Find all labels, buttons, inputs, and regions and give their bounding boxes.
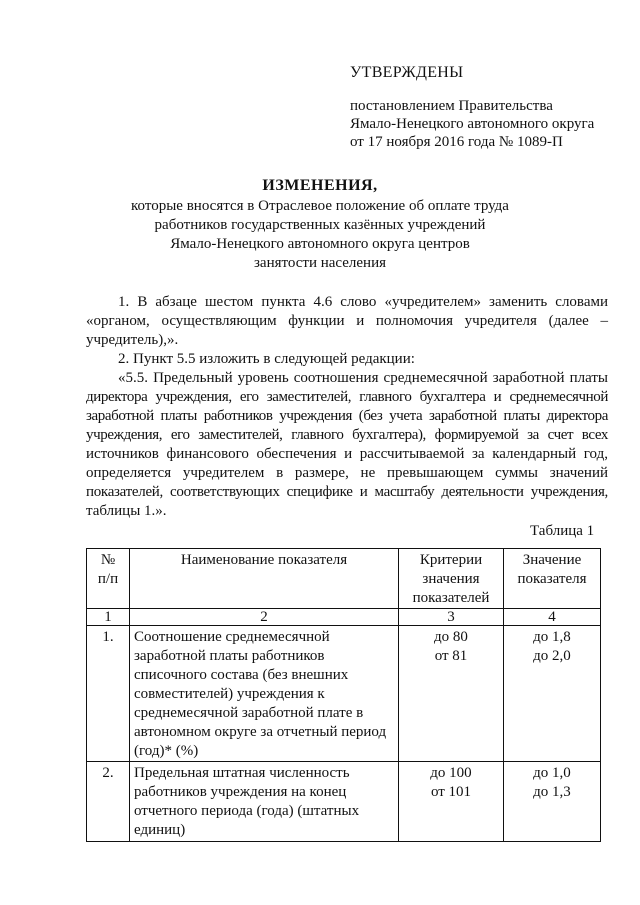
table-row — [87, 762, 601, 842]
item2-text: 2. Пункт 5.5 изложить в следующей редакции: — [118, 351, 415, 367]
quote-line: таблицы 1.». — [86, 503, 167, 519]
row-name: Предельная штатная численность работников учреждения на конец отчетного периода (года) (штатных единиц) — [130, 762, 399, 842]
column-number: 1 — [87, 609, 130, 626]
header-value: Значение показателя — [504, 549, 601, 609]
quote-line: директора учреждения, его заместителей, главного бухгалтера и среднемесячной — [86, 389, 608, 405]
header-number: № п/п — [87, 549, 130, 609]
approval-line: Ямало-Ненецкого автономного округа — [350, 116, 595, 132]
approval-line: постановлением Правительства — [350, 98, 553, 114]
row-values: до 1,0 до 1,3 — [504, 762, 601, 842]
header-name: Наименование показателя — [130, 549, 399, 609]
column-number: 2 — [130, 609, 399, 626]
subtitle-line: которые вносятся в Отраслевое положение об оплате труда — [131, 198, 509, 214]
quote-line: заработной платы работников учреждения (без учета заработной платы директора — [86, 408, 608, 424]
document-title: ИЗМЕНЕНИЯ, — [262, 177, 378, 194]
column-number: 3 — [399, 609, 504, 626]
table-row — [87, 626, 601, 762]
quote-line: источников финансового обеспечения и рассчитываемой за календарный год, — [86, 446, 608, 462]
table-header-row — [87, 549, 601, 609]
item1-line: учредитель),». — [86, 332, 179, 348]
table-caption: Таблица 1 — [530, 523, 595, 539]
subtitle-line: работников государственных казённых учреждений — [154, 217, 486, 233]
row-criteria: до 100 от 101 — [399, 762, 504, 842]
row-name: Соотношение среднемесячной заработной платы работников списочного состава (без внешних совместителей) учреждения к среднемесячной заработной плате в автономном округе за отчетный период (год)* (%) — [130, 626, 399, 762]
item1-line: «органом, осуществляющим функции и полномочия учредителя (далее – — [86, 313, 608, 329]
column-number: 4 — [504, 609, 601, 626]
header-criteria: Критерии значения показателей — [399, 549, 504, 609]
item1-line: 1. В абзаце шестом пункта 4.6 слово «учредителем» заменить словами — [118, 294, 608, 310]
column-number-row — [87, 609, 601, 626]
subtitle-line: занятости населения — [253, 255, 386, 271]
quote-line: показателей, соответствующих специфике и масштабу деятельности учреждения, — [86, 484, 608, 500]
subtitle-line: Ямало-Ненецкого автономного округа центров — [170, 236, 470, 252]
row-number: 1. — [87, 626, 130, 762]
quote-line: определяется учредителем в размере, не превышающем суммы значений — [86, 465, 608, 481]
approval-line: от 17 ноября 2016 года № 1089-П — [350, 134, 563, 150]
approval-heading: УТВЕРЖДЕНЫ — [350, 64, 464, 81]
quote-line: «5.5. Предельный уровень соотношения среднемесячной заработной платы — [118, 370, 608, 386]
row-number: 2. — [87, 762, 130, 842]
row-values: до 1,8 до 2,0 — [504, 626, 601, 762]
indicators-table — [86, 548, 601, 842]
quote-line: учреждения, его заместителей, главного бухгалтера), формируемой за счет всех — [86, 427, 608, 443]
row-criteria: до 80 от 81 — [399, 626, 504, 762]
